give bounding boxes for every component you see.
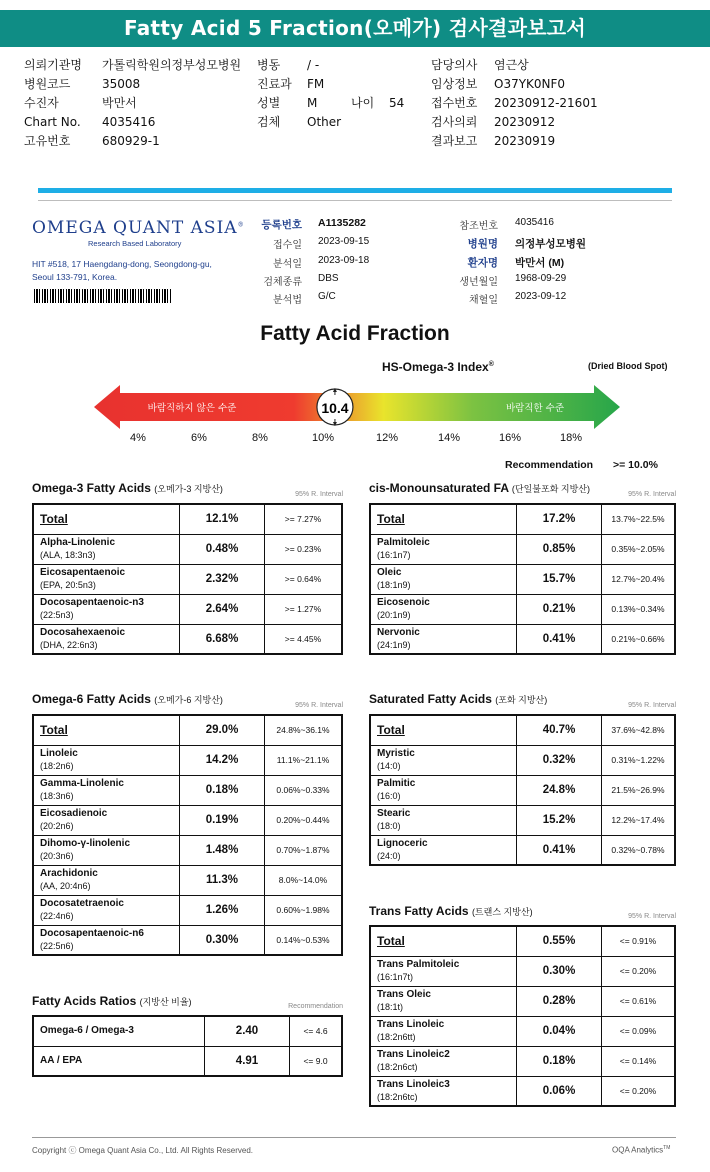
- analyte-name: Nervonic: [377, 626, 420, 638]
- index-marker: [317, 388, 353, 426]
- registration-value: 2023-09-15: [318, 236, 370, 247]
- registration-value: 박만서 (M): [515, 257, 565, 269]
- info-value: 염근상: [494, 58, 529, 72]
- lab-tagline: Research Based Laboratory: [88, 239, 182, 248]
- row-name: [370, 715, 517, 745]
- row-name: [370, 1016, 517, 1046]
- info-value: 박만서: [102, 96, 137, 110]
- info-label: 수진자: [24, 96, 59, 110]
- analyte-code: (24:0): [377, 850, 401, 861]
- ratios-table: [32, 1015, 343, 1077]
- reference-interval-label: 95% R. Interval: [628, 491, 676, 498]
- info-label: 담당의사: [431, 58, 478, 72]
- registration-label: 등록번호: [261, 219, 302, 231]
- reference-range: 0.13%~0.34%: [602, 594, 676, 624]
- analyte-code: (14:0): [377, 761, 401, 771]
- analyte-name: Trans Linoleic3: [377, 1078, 450, 1090]
- info-value: O37YK0NF0: [494, 77, 566, 91]
- row-name: [33, 745, 180, 775]
- omega3-index-gauge: [90, 382, 625, 432]
- row-name: [370, 1076, 517, 1106]
- info-label: 성별: [257, 96, 281, 110]
- omega3-title: [32, 481, 223, 495]
- lab-logo: OMEGA QUANT ASIA®: [32, 218, 245, 238]
- reference-range: <= 9.0: [290, 1046, 343, 1076]
- reference-range: <= 0.20%: [602, 1076, 676, 1106]
- registration-label: 참조번호: [459, 221, 498, 232]
- gauge-tick: 16%: [498, 432, 522, 444]
- section-subtitle: (단일불포화 지방산): [511, 484, 590, 494]
- analyte-name: Eicosadienoic: [40, 808, 108, 819]
- analyte-name: Lignoceric: [377, 837, 428, 849]
- result-value: 0.04%: [517, 1016, 602, 1046]
- omega6-table: [32, 714, 343, 956]
- table-row: [370, 715, 675, 745]
- analyte-code: (DHA, 22:6n3): [40, 639, 98, 650]
- gauge-tick: 10%: [311, 432, 335, 444]
- reference-range: 8.0%~14.0%: [265, 865, 343, 895]
- analyte-name: Myristic: [377, 748, 415, 759]
- analyte-code: (22:5n6): [40, 940, 74, 951]
- result-value: 0.85%: [517, 534, 602, 564]
- reference-range: <= 0.20%: [602, 956, 676, 986]
- ratios-title: [32, 994, 192, 1008]
- table-row: [370, 775, 675, 805]
- reference-range: 0.60%~1.98%: [265, 895, 343, 925]
- analyte-name: Trans Oleic: [377, 989, 431, 1000]
- analyte-code: (18:2n6tc): [377, 1091, 418, 1102]
- saturated-table: [369, 714, 676, 866]
- recommendation-value: >= 10.0%: [613, 459, 658, 471]
- registration-label: 채혈일: [469, 295, 498, 306]
- analyte-name: Total: [40, 723, 68, 738]
- row-name: [370, 775, 517, 805]
- registration-label: 접수일: [273, 240, 302, 251]
- reference-range: >= 7.27%: [265, 504, 343, 534]
- table-row: [370, 564, 675, 594]
- analyte-code: (16:0): [377, 791, 401, 801]
- gauge-tick: 4%: [130, 432, 146, 444]
- reference-range: 0.20%~0.44%: [265, 805, 343, 835]
- reference-range: 24.8%~36.1%: [265, 715, 343, 745]
- info-label: 의뢰기관명: [24, 58, 82, 72]
- registration-label: 분석일: [273, 259, 302, 270]
- analyte-code: (18:1n9): [377, 580, 411, 590]
- result-value: 24.8%: [517, 775, 602, 805]
- reference-range: >= 0.23%: [265, 534, 343, 564]
- table-row: [370, 745, 675, 775]
- info-label: 나이: [351, 96, 375, 110]
- section-title: Fatty Acids Ratios: [32, 994, 137, 1008]
- analyte-code: (20:3n6): [40, 851, 74, 861]
- info-label: 고유번호: [24, 134, 71, 148]
- analyte-name: Total: [377, 934, 405, 949]
- info-label: 검체: [257, 115, 281, 129]
- registration-value: A1135282: [318, 217, 366, 229]
- result-value: 0.41%: [517, 624, 602, 654]
- table-row: [370, 835, 675, 865]
- info-label: 검사의뢰: [431, 115, 478, 129]
- gauge-tick: 6%: [191, 432, 207, 444]
- reference-range: 11.1%~21.1%: [265, 745, 343, 775]
- registration-label: 환자명: [467, 257, 498, 269]
- row-name: [33, 594, 180, 624]
- reference-range: 0.70%~1.87%: [265, 835, 343, 865]
- row-name: [370, 986, 517, 1016]
- row-name: [33, 925, 180, 955]
- cis_mono-table: [369, 503, 676, 655]
- info-value: 20230912-21601: [494, 96, 598, 110]
- analyte-name: Oleic: [377, 567, 402, 578]
- table-row: [370, 926, 675, 956]
- result-value: 2.40: [205, 1016, 290, 1046]
- info-value: 54: [389, 96, 405, 110]
- result-value: 0.28%: [517, 986, 602, 1016]
- analyte-code: (16:1n7t): [377, 972, 414, 982]
- section-subtitle: (지방산 비율): [139, 997, 192, 1007]
- omega6-title: [32, 692, 223, 706]
- result-value: 14.2%: [180, 745, 265, 775]
- recommendation-label: Recommendation: [505, 459, 594, 471]
- info-value: 20230919: [494, 134, 556, 148]
- analyte-code: (18:2n6tt): [377, 1032, 416, 1042]
- analyte-name: Eicosenoic: [377, 597, 430, 608]
- result-value: 17.2%: [517, 504, 602, 534]
- gauge-tick: 8%: [252, 432, 268, 444]
- analyte-name: Trans Palmitoleic: [377, 959, 460, 970]
- section-subtitle: (오메가-6 지방산): [154, 695, 223, 705]
- table-row: [370, 986, 675, 1016]
- reference-range: 12.2%~17.4%: [602, 805, 676, 835]
- result-value: 0.55%: [517, 926, 602, 956]
- registration-value: 2023-09-12: [515, 291, 567, 302]
- reference-range: 0.06%~0.33%: [265, 775, 343, 805]
- result-value: 1.26%: [180, 895, 265, 925]
- result-value: 0.30%: [180, 925, 265, 955]
- row-name: [370, 1046, 517, 1076]
- reference-range: 0.21%~0.66%: [602, 624, 676, 654]
- result-value: 0.41%: [517, 835, 602, 865]
- reference-range: 13.7%~22.5%: [602, 504, 676, 534]
- result-value: 0.19%: [180, 805, 265, 835]
- analyte-code: (18:3n6): [40, 791, 74, 801]
- table-row: [370, 956, 675, 986]
- result-value: 40.7%: [517, 715, 602, 745]
- row-name: [33, 895, 180, 925]
- row-name: [33, 564, 180, 594]
- analyte-name: Palmitoleic: [377, 537, 430, 548]
- result-value: 0.48%: [180, 534, 265, 564]
- analyte-name: AA / EPA: [40, 1054, 83, 1066]
- reference-range: 0.35%~2.05%: [602, 534, 676, 564]
- result-value: 11.3%: [180, 865, 265, 895]
- registration-label: 병원명: [467, 238, 498, 250]
- gauge-tick: 18%: [559, 432, 583, 444]
- result-value: 0.06%: [517, 1076, 602, 1106]
- table-row: [370, 504, 675, 534]
- reference-range: <= 0.09%: [602, 1016, 676, 1046]
- table-row: [33, 895, 342, 925]
- reference-range: <= 0.61%: [602, 986, 676, 1016]
- row-name: [370, 745, 517, 775]
- analyte-name: Trans Linoleic2: [377, 1049, 450, 1060]
- sample-type: (Dried Blood Spot): [588, 361, 668, 371]
- reference-range: 21.5%~26.9%: [602, 775, 676, 805]
- analyte-code: (20:2n6): [40, 821, 74, 831]
- row-name: [33, 504, 180, 534]
- table-row: [370, 805, 675, 835]
- registration-value: G/C: [318, 291, 336, 302]
- row-name: [370, 534, 517, 564]
- row-name: [33, 865, 180, 895]
- omega3-table: [32, 503, 343, 655]
- result-value: 0.32%: [517, 745, 602, 775]
- reference-range: <= 4.6: [290, 1016, 343, 1046]
- analyte-code: (22:5n3): [40, 610, 74, 620]
- analyte-code: (18:1t): [377, 1002, 404, 1012]
- info-value: 4035416: [102, 115, 156, 129]
- analyte-code: (18:2n6): [40, 761, 74, 771]
- table-row: [33, 624, 342, 654]
- table-row: [33, 835, 342, 865]
- row-name: [33, 534, 180, 564]
- accent-divider: [38, 188, 672, 193]
- row-name: [370, 564, 517, 594]
- fraction-title: Fatty Acid Fraction: [260, 322, 450, 345]
- result-value: 12.1%: [180, 504, 265, 534]
- registration-value: 2023-09-18: [318, 255, 370, 266]
- index-label: HS-Omega-3 Index®: [382, 360, 494, 374]
- table-row: [33, 925, 342, 955]
- analyte-name: Total: [40, 512, 68, 527]
- reference-range: 0.14%~0.53%: [265, 925, 343, 955]
- index-value: 10.4: [321, 400, 349, 416]
- analyte-code: (22:4n6): [40, 911, 74, 921]
- analyte-code: (18:0): [377, 821, 401, 831]
- table-row: [33, 1046, 342, 1076]
- table-row: [370, 1046, 675, 1076]
- info-label: 결과보고: [431, 134, 478, 148]
- info-value: 680929-1: [102, 134, 160, 148]
- row-name: [33, 775, 180, 805]
- reference-range: 0.32%~0.78%: [602, 835, 676, 865]
- result-value: 29.0%: [180, 715, 265, 745]
- analyte-name: Gamma-Linolenic: [40, 778, 124, 789]
- section-title: cis-Monounsaturated FA: [369, 481, 509, 495]
- info-value: M: [307, 96, 318, 110]
- row-name: [33, 624, 180, 654]
- analyte-name: Docosapentaenoic-n6: [40, 927, 144, 939]
- row-name: [33, 835, 180, 865]
- reference-range: >= 0.64%: [265, 564, 343, 594]
- section-title: Omega-6 Fatty Acids: [32, 692, 151, 706]
- row-name: [33, 805, 180, 835]
- gauge-tick: 12%: [375, 432, 399, 444]
- barcode-image: [34, 289, 172, 303]
- row-name: [370, 504, 517, 534]
- reference-interval-label: 95% R. Interval: [628, 913, 676, 920]
- reference-range: <= 0.14%: [602, 1046, 676, 1076]
- analyte-name: Omega-6 / Omega-3: [40, 1025, 134, 1037]
- table-row: [33, 775, 342, 805]
- analyte-name: Docosatetraenoic: [40, 898, 124, 909]
- table-row: [370, 1016, 675, 1046]
- reference-range: 12.7%~20.4%: [602, 564, 676, 594]
- copyright: Copyright ⓒ Omega Quant Asia Co., Ltd. All Rights Reserved.: [32, 1146, 253, 1155]
- result-value: 0.21%: [517, 594, 602, 624]
- info-label: 병원코드: [24, 77, 71, 91]
- analyte-name: Dihomo-γ-linolenic: [40, 838, 130, 849]
- reference-interval-label: 95% R. Interval: [295, 702, 343, 709]
- section-subtitle: (트랜스 지방산): [471, 907, 533, 917]
- info-label: 접수번호: [431, 96, 478, 110]
- registration-value: 1968-09-29: [515, 273, 567, 284]
- info-value: 20230912: [494, 115, 556, 129]
- reference-range: 0.31%~1.22%: [602, 745, 676, 775]
- footer-divider: [32, 1137, 676, 1138]
- result-value: 2.32%: [180, 564, 265, 594]
- brand-mark: OQA Analytics™: [612, 1145, 671, 1155]
- analyte-code: (ALA, 18:3n3): [40, 550, 96, 560]
- registration-value: 의정부성모병원: [515, 238, 587, 250]
- analyte-code: (EPA, 20:5n3): [40, 580, 96, 590]
- trans-title: [369, 904, 533, 918]
- analyte-name: Alpha-Linolenic: [40, 537, 115, 548]
- info-label: Chart No.: [24, 115, 81, 129]
- trans-table: [369, 925, 676, 1107]
- analyte-name: Docosahexaenoic: [40, 626, 126, 638]
- thin-divider: [38, 200, 672, 201]
- row-name: [33, 1046, 205, 1076]
- reference-range: >= 1.27%: [265, 594, 343, 624]
- result-value: 1.48%: [180, 835, 265, 865]
- analyte-code: (20:1n9): [377, 610, 411, 620]
- row-name: [370, 805, 517, 835]
- good-level-label: 바람직한 수준: [505, 403, 565, 414]
- registration-label: 검체종류: [263, 277, 302, 288]
- bad-level-label: 바람직하지 않은 수준: [147, 403, 237, 414]
- reference-interval-label: 95% R. Interval: [295, 491, 343, 498]
- table-row: [370, 1076, 675, 1106]
- result-value: 4.91: [205, 1046, 290, 1076]
- analyte-name: Linoleic: [40, 748, 78, 759]
- result-value: 2.64%: [180, 594, 265, 624]
- info-label: 진료과: [257, 77, 292, 91]
- row-name: [370, 835, 517, 865]
- analyte-name: Total: [377, 723, 405, 738]
- analyte-code: (18:2n6ct): [377, 1062, 418, 1072]
- result-value: 15.2%: [517, 805, 602, 835]
- table-row: [33, 745, 342, 775]
- section-subtitle: (포화 지방산): [495, 695, 548, 705]
- analyte-name: Eicosapentaenoic: [40, 567, 126, 578]
- registration-value: 4035416: [515, 217, 554, 228]
- section-subtitle: (오메가-3 지방산): [154, 484, 223, 494]
- registration-label: 분석법: [273, 295, 302, 306]
- table-row: [370, 594, 675, 624]
- row-name: [33, 1016, 205, 1046]
- analyte-code: (AA, 20:4n6): [40, 881, 91, 891]
- table-row: [33, 594, 342, 624]
- analyte-code: (24:1n9): [377, 639, 411, 650]
- analyte-name: Total: [377, 512, 405, 527]
- reference-interval-label: 95% R. Interval: [628, 702, 676, 709]
- info-value: / -: [307, 58, 320, 72]
- info-value: 가톨릭학원의정부성모병원: [102, 58, 242, 72]
- row-name: [33, 715, 180, 745]
- result-value: 0.30%: [517, 956, 602, 986]
- info-value: 35008: [102, 77, 141, 91]
- info-label: 병동: [257, 58, 281, 72]
- cis_mono-title: [369, 481, 590, 495]
- reference-range: <= 0.91%: [602, 926, 676, 956]
- reference-interval-label: Recommendation: [288, 1003, 343, 1010]
- reference-range: 37.6%~42.8%: [602, 715, 676, 745]
- analyte-name: Docosapentaenoic-n3: [40, 597, 144, 608]
- lab-address-line1: HIT #518, 17 Haengdang-dong, Seongdong-gu,: [32, 259, 212, 269]
- info-label: 임상정보: [431, 77, 478, 91]
- table-row: [370, 534, 675, 564]
- result-value: 6.68%: [180, 624, 265, 654]
- result-value: 0.18%: [180, 775, 265, 805]
- row-name: [370, 594, 517, 624]
- section-title: Omega-3 Fatty Acids: [32, 481, 151, 495]
- table-row: [33, 715, 342, 745]
- analyte-name: Stearic: [377, 808, 411, 819]
- saturated-title: [369, 692, 547, 706]
- table-row: [370, 624, 675, 654]
- analyte-name: Arachidonic: [40, 868, 98, 879]
- gauge-tick: 14%: [437, 432, 461, 444]
- registration-value: DBS: [318, 273, 339, 284]
- reference-range: >= 4.45%: [265, 624, 343, 654]
- table-row: [33, 504, 342, 534]
- result-value: 15.7%: [517, 564, 602, 594]
- row-name: [370, 624, 517, 654]
- analyte-code: (16:1n7): [377, 550, 411, 560]
- table-row: [33, 1016, 342, 1046]
- analyte-name: Palmitic: [377, 778, 416, 789]
- report-title: Fatty Acid 5 Fraction(오메가) 검사결과보고서: [0, 10, 710, 47]
- info-value: Other: [307, 115, 342, 129]
- row-name: [370, 956, 517, 986]
- table-row: [33, 865, 342, 895]
- section-title: Trans Fatty Acids: [369, 904, 469, 918]
- result-value: 0.18%: [517, 1046, 602, 1076]
- table-row: [33, 805, 342, 835]
- analyte-name: Trans Linoleic: [377, 1019, 445, 1030]
- info-value: FM: [307, 77, 325, 91]
- row-name: [370, 926, 517, 956]
- lab-address-line2: Seoul 133-791, Korea.: [32, 272, 118, 282]
- registration-label: 생년월일: [459, 277, 498, 288]
- table-row: [33, 564, 342, 594]
- table-row: [33, 534, 342, 564]
- section-title: Saturated Fatty Acids: [369, 692, 492, 706]
